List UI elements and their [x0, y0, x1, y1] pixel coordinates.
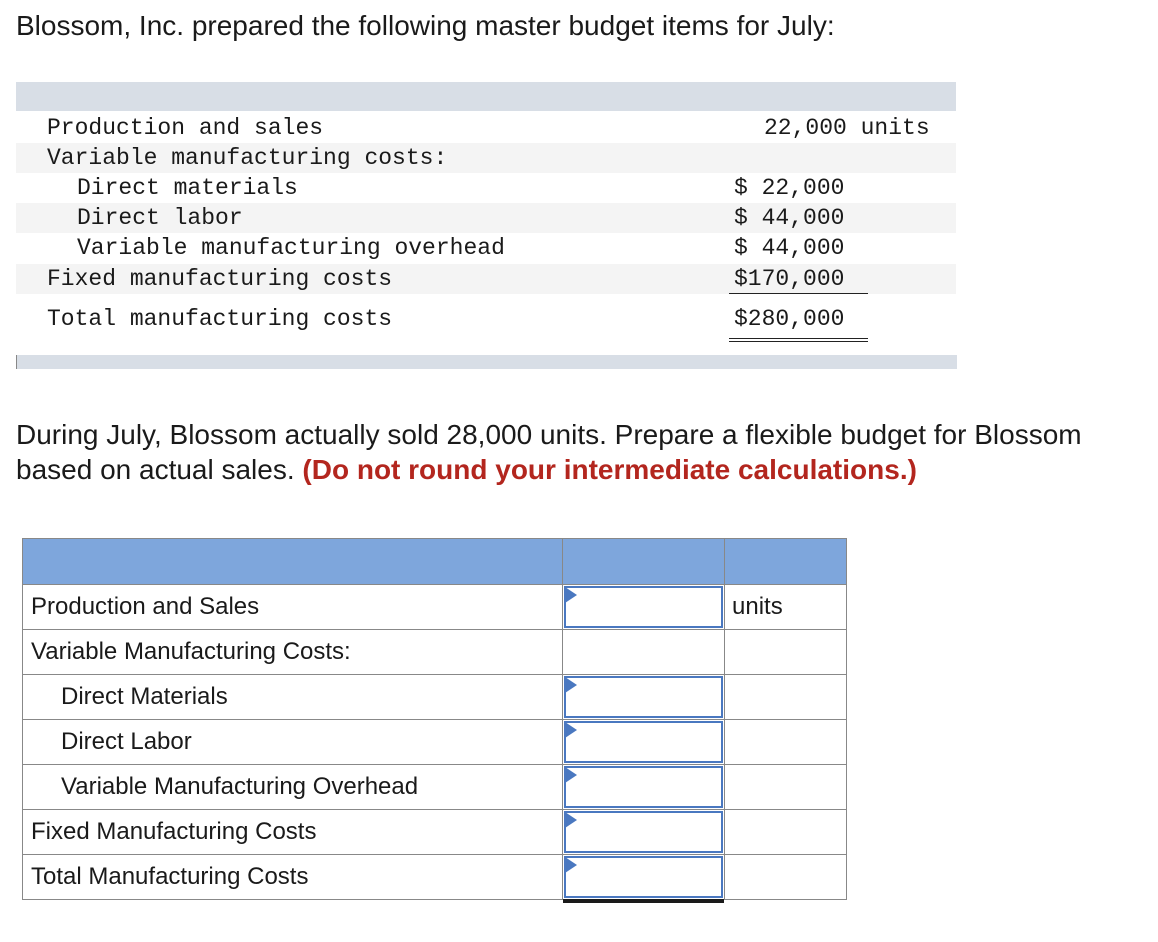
- mb-label: Variable manufacturing costs:: [47, 145, 448, 171]
- direct-materials-input[interactable]: [566, 678, 721, 716]
- answer-flag-icon: [565, 857, 577, 873]
- answer-box: [564, 721, 723, 763]
- mb-value: $ 44,000: [734, 235, 845, 261]
- fb-unit-cell-empty: [725, 765, 847, 810]
- production-sales-input[interactable]: [566, 588, 721, 626]
- fb-row-label: Fixed Manufacturing Costs: [23, 810, 563, 855]
- mb-value: $280,000: [734, 306, 845, 332]
- answer-flag-icon: [565, 587, 577, 603]
- answer-box: [564, 811, 723, 853]
- mb-value: $170,000: [734, 266, 845, 292]
- fb-unit-cell-empty: [725, 720, 847, 765]
- header-cell-amount: [563, 539, 725, 585]
- header-cell-unit: [725, 539, 847, 585]
- mb-label: Direct materials: [77, 175, 298, 201]
- answer-box: [564, 676, 723, 718]
- mb-label: Direct labor: [77, 205, 243, 231]
- fb-row-label: Variable Manufacturing Costs:: [23, 630, 563, 675]
- direct-labor-input[interactable]: [566, 723, 721, 761]
- fb-row-label: Direct Labor: [23, 720, 563, 765]
- total-double-underline: [563, 899, 724, 903]
- mb-label: Variable manufacturing overhead: [77, 235, 505, 261]
- instructions-text: During July, Blossom actually sold 28,000 units. Prepare a flexible budget for Blossom based on actual sales.: [16, 419, 1082, 485]
- mb-row-direct-labor: [16, 203, 956, 233]
- total-double-underline-bottom: [729, 341, 868, 342]
- fb-row-direct-materials: [23, 675, 847, 720]
- intro-text: Blossom, Inc. prepared the following master budget items for July:: [16, 10, 835, 41]
- mb-value: $ 22,000: [734, 175, 845, 201]
- fb-row-label: Production and Sales: [23, 585, 563, 630]
- answer-flag-icon: [565, 812, 577, 828]
- fb-unit-cell-empty: [725, 675, 847, 720]
- flexible-budget-header-row: [23, 539, 847, 585]
- total-double-underline-top: [729, 338, 868, 339]
- fb-row-production: [23, 585, 847, 630]
- mb-row-variable-overhead: [16, 233, 956, 263]
- master-budget-header-band: [16, 82, 956, 111]
- header-cell-label: [23, 539, 563, 585]
- fb-amount-cell: [563, 720, 725, 765]
- mb-row-production: [16, 113, 956, 143]
- mb-label: Fixed manufacturing costs: [47, 266, 393, 292]
- master-budget-table: [16, 82, 956, 369]
- answer-box: [564, 766, 723, 808]
- subtotal-underline: [729, 293, 868, 294]
- fb-row-fixed-costs: [23, 810, 847, 855]
- variable-overhead-input[interactable]: [566, 768, 721, 806]
- rounding-warning: (Do not round your intermediate calculations.): [302, 454, 917, 485]
- fb-row-label: Total Manufacturing Costs: [23, 855, 563, 900]
- fb-row-label: Direct Materials: [23, 675, 563, 720]
- fb-amount-cell: [563, 765, 725, 810]
- fb-amount-cell: [563, 675, 725, 720]
- fb-unit-cell-empty: [725, 810, 847, 855]
- fb-row-variable-heading: [23, 630, 847, 675]
- total-costs-input[interactable]: [566, 858, 721, 896]
- fb-amount-cell-empty: [563, 630, 725, 675]
- answer-box: [564, 856, 723, 898]
- mb-row-fixed-costs: [16, 264, 956, 294]
- fb-unit-cell-empty: [725, 855, 847, 900]
- unit-label: units: [725, 585, 847, 630]
- fb-amount-cell: [563, 855, 725, 900]
- mb-value: 22,000 units: [764, 115, 930, 141]
- mb-label: Total manufacturing costs: [47, 306, 393, 332]
- answer-flag-icon: [565, 722, 577, 738]
- fixed-costs-input[interactable]: [566, 813, 721, 851]
- master-budget-footer-band: [16, 355, 957, 369]
- fb-amount-cell: [563, 585, 725, 630]
- answer-flag-icon: [565, 767, 577, 783]
- fb-row-label: Variable Manufacturing Overhead: [23, 765, 563, 810]
- answer-box: [564, 586, 723, 628]
- fb-unit-cell-empty: [725, 630, 847, 675]
- fb-row-total: [23, 855, 847, 900]
- instructions: [16, 417, 1146, 487]
- fb-row-variable-overhead: [23, 765, 847, 810]
- mb-row-variable-heading: [16, 143, 956, 173]
- mb-row-total: [16, 304, 956, 334]
- fb-amount-cell: [563, 810, 725, 855]
- mb-value: $ 44,000: [734, 205, 845, 231]
- mb-row-direct-materials: [16, 173, 956, 203]
- mb-label: Production and sales: [47, 115, 324, 141]
- fb-row-direct-labor: [23, 720, 847, 765]
- answer-flag-icon: [565, 677, 577, 693]
- flexible-budget-table: [22, 538, 847, 900]
